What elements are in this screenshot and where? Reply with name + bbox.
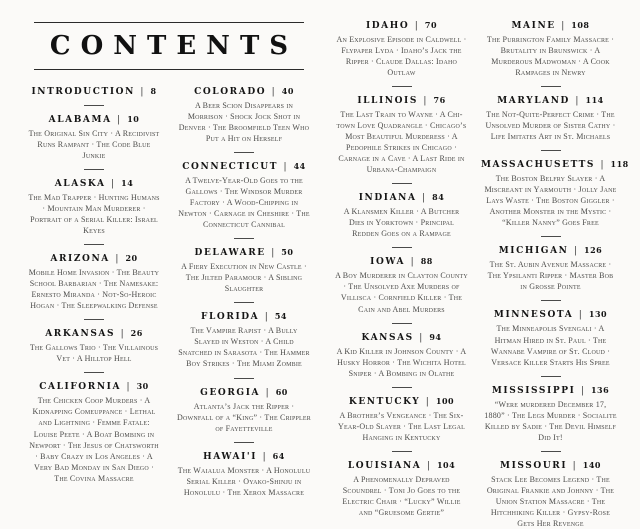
entry-heading bbox=[24, 86, 164, 97]
entry-page-number: 130 bbox=[588, 309, 608, 320]
entry-description: Stack Lee Becomes Legend · The Original Frankie and Johnny · The Union Station Massacre · The Hitchhiking Killer · Gypsy-Rose Gets Her Revenge bbox=[486, 474, 615, 528]
entry-heading bbox=[24, 328, 164, 339]
entry-description: The Minneapolis Svengali · A Hitman Hired in St. Paul · The Wannabe Vampire of St. Cloud · Versace Killer Starts His Spree bbox=[490, 324, 611, 367]
section-divider bbox=[541, 150, 561, 151]
entry-title: INDIANA bbox=[358, 193, 417, 204]
entry-page-number: 60 bbox=[275, 386, 288, 397]
entry-heading bbox=[174, 387, 314, 398]
section-divider bbox=[392, 451, 412, 452]
entry-title: ALABAMA bbox=[48, 115, 112, 125]
entry-separator: | bbox=[422, 460, 436, 471]
entry-separator: | bbox=[135, 87, 150, 97]
entry-page-number: 100 bbox=[435, 395, 455, 406]
entry-description: The Gallows Trio · The Villainous Vet · A Hilltop Hell bbox=[29, 343, 159, 364]
entry-separator: | bbox=[568, 460, 582, 471]
toc-entry bbox=[174, 387, 314, 434]
entry-description: A Twelve-Year-Old Goes to the Gallows · The Windsor Murder Factory · A Wood-Chipping in Newton · Carnage in Cheshire · The Connecticut Cannibal bbox=[178, 176, 310, 230]
entry-separator: | bbox=[421, 396, 435, 407]
entry-heading bbox=[481, 245, 620, 256]
entry-title: MISSISSIPPI bbox=[491, 385, 576, 396]
entry-title: ALASKA bbox=[54, 179, 106, 190]
entry-page-number: 44 bbox=[293, 161, 306, 172]
entry-title: INTRODUCTION bbox=[31, 87, 135, 97]
entry-separator: | bbox=[406, 257, 420, 268]
entry-page-number: 54 bbox=[274, 311, 287, 322]
toc-entry bbox=[174, 161, 314, 230]
section-divider bbox=[234, 152, 254, 153]
entry-page-number: 94 bbox=[429, 331, 442, 342]
entry-page-number: 20 bbox=[125, 253, 138, 264]
section-divider bbox=[392, 323, 412, 324]
toc-entry bbox=[24, 86, 164, 97]
toc-entry bbox=[24, 178, 164, 236]
entry-page-number: 76 bbox=[433, 95, 446, 106]
toc-entry bbox=[24, 253, 164, 311]
entry-title: MICHIGAN bbox=[498, 246, 569, 257]
entry-title: ILLINOIS bbox=[357, 96, 418, 107]
entry-separator: | bbox=[556, 21, 571, 31]
entry-page-number: 10 bbox=[127, 114, 140, 124]
entry-separator: | bbox=[574, 310, 588, 321]
toc-entry bbox=[174, 311, 314, 369]
entry-title: LOUISIANA bbox=[347, 460, 422, 471]
left-page bbox=[0, 0, 320, 497]
title-rule-bottom bbox=[34, 69, 304, 70]
section-divider bbox=[84, 169, 104, 170]
entry-heading bbox=[481, 309, 620, 320]
section-divider bbox=[234, 378, 254, 379]
entry-separator: | bbox=[569, 246, 584, 257]
entry-title: MASSACHUSETTS bbox=[481, 160, 595, 171]
entry-title: COLORADO bbox=[194, 87, 267, 97]
entry-description: The Waialua Monster · A Honolulu Serial Killer · Oyako-Shinju in Honolulu · The Xerox Massacre bbox=[177, 465, 311, 497]
entry-separator: | bbox=[266, 248, 281, 259]
entry-page-number: 126 bbox=[584, 245, 603, 256]
entry-title: DELAWARE bbox=[194, 248, 266, 259]
entry-title: MAINE bbox=[511, 21, 556, 31]
section-divider bbox=[84, 319, 104, 320]
toc-entry bbox=[481, 95, 620, 142]
entry-page-number: 40 bbox=[281, 86, 294, 96]
right-page-columns bbox=[332, 20, 629, 529]
entry-title: ARKANSAS bbox=[45, 329, 116, 340]
entry-heading bbox=[332, 20, 471, 31]
section-divider bbox=[392, 183, 412, 184]
section-divider bbox=[541, 376, 561, 377]
entry-description: An Explosive Episode in Caldwell · Flypaper Lyda · Idaho’s Jack the Ripper · Claude Dallas: Idaho Outlaw bbox=[336, 35, 467, 78]
entry-page-number: 70 bbox=[424, 20, 438, 30]
toc-entry bbox=[174, 247, 314, 294]
entry-page-number: 104 bbox=[436, 459, 456, 470]
entry-title: MARYLAND bbox=[497, 96, 570, 107]
entry-heading bbox=[174, 247, 314, 258]
entry-description: The Not-Quite-Perfect Crime · The Unsolved Murder of Sister Cathy · Life Imitates Art in St. Michaels bbox=[485, 110, 616, 142]
entry-title: MINNESOTA bbox=[493, 310, 574, 321]
toc-column-3 bbox=[332, 20, 471, 529]
entry-page-number: 8 bbox=[150, 86, 157, 96]
toc-entry bbox=[332, 332, 471, 379]
entry-separator: | bbox=[122, 382, 136, 393]
entry-description: A Brother’s Vengeance · The Six-Year-Old Slayer · The Last Legal Hanging in Kentucky bbox=[337, 410, 466, 442]
entry-description: The Chicken Coop Murders · A Kidnapping Comeuppance · Lethal and Lightning · Femme Fatale: Louise Peete · A Boat Bombing in Newport · The Jesus of Chatsworth · Baby Crazy in Los Angeles · A Very Bad Monday in San Diego · The Covina Massacre bbox=[29, 396, 159, 483]
section-divider bbox=[84, 372, 104, 373]
entry-separator: | bbox=[576, 385, 590, 396]
entry-title: IOWA bbox=[370, 257, 406, 268]
entry-heading bbox=[24, 253, 164, 264]
entry-heading bbox=[332, 95, 471, 106]
entry-separator: | bbox=[410, 21, 424, 31]
toc-entry bbox=[332, 460, 471, 518]
entry-page-number: 64 bbox=[272, 450, 285, 461]
entry-title: GEORGIA bbox=[200, 387, 261, 398]
right-page bbox=[320, 0, 640, 528]
entry-separator: | bbox=[570, 96, 585, 107]
entry-description: A Fiery Execution in New Castle · The Jilted Paramour · A Sibling Slaughter bbox=[181, 262, 307, 294]
entry-description: The Last Train to Wayne · A Chi-town Love Quadrangle · Chicago’s Most Beautiful Murderess · A Pedophile Strikes in Chicago · Carnage in a Cave · A Last Ride in Urbana-Champaign bbox=[336, 110, 467, 175]
entry-heading bbox=[24, 178, 164, 189]
entry-description: The Purrington Family Massacre · Brutality in Brunswick · A Murderous Madwoman · A Cook Rampages in Newry bbox=[486, 35, 615, 78]
entry-title: HAWAI'I bbox=[203, 451, 258, 462]
entry-separator: | bbox=[279, 162, 293, 173]
entry-separator: | bbox=[595, 160, 610, 171]
toc-entry bbox=[481, 309, 620, 367]
entry-page-number: 14 bbox=[121, 178, 134, 189]
entry-description: A Klansmen Killer · A Butcher Dies in Yorktown · Principal Redden Goes on a Rampage bbox=[343, 207, 460, 239]
entry-page-number: 136 bbox=[590, 384, 610, 395]
toc-entry bbox=[481, 460, 620, 529]
entry-description: A Beer Scion Disappears in Morrison · Shock Jock Shot in Denver · The Broomfield Teen Who Put a Hit on Herself bbox=[178, 101, 310, 144]
entry-heading bbox=[332, 256, 471, 267]
entry-heading bbox=[174, 86, 314, 97]
entry-description: A Kid Killer in Johnson County · A Husky Horror · The Wichita Hotel Sniper · A Bombing in Olathe bbox=[336, 346, 467, 378]
entry-title: KANSAS bbox=[361, 332, 414, 343]
entry-heading bbox=[481, 460, 620, 471]
entry-description: The Mad Trapper · Hunting Humans · Mountain Man Murderer · Portrait of a Serial Killer: Israel Keyes bbox=[28, 193, 160, 236]
entry-separator: | bbox=[112, 115, 127, 125]
entry-heading bbox=[332, 192, 471, 203]
section-divider bbox=[234, 302, 254, 303]
entry-description: Mobile Home Invasion · The Beauty School Barbarian · The Namesake: Ernesto Miranda · Not-So-Heroic Hogan · The Sleepwalking Defense bbox=[28, 268, 160, 311]
section-divider bbox=[84, 244, 104, 245]
entry-description: The Vampire Rapist · A Bully Slayed in Weston · A Child Snatched in Sarasota · The Hammer Boy Strikes · The Miami Zombie bbox=[178, 326, 310, 369]
entry-page-number: 50 bbox=[281, 247, 294, 258]
entry-title: CALIFORNIA bbox=[39, 382, 122, 393]
toc-entry bbox=[332, 396, 471, 443]
entry-description: A Phenomenally Depraved Scoundrel · Toni Jo Goes to the Electric Chair · “Lucky” Willie and “Gruesome Gertie” bbox=[342, 474, 461, 517]
entry-heading bbox=[481, 20, 620, 31]
section-divider bbox=[541, 300, 561, 301]
entry-page-number: 30 bbox=[136, 381, 149, 392]
toc-entry bbox=[332, 20, 471, 78]
entry-title: ARIZONA bbox=[50, 254, 110, 265]
toc-entry bbox=[332, 95, 471, 175]
entry-separator: | bbox=[258, 451, 272, 462]
entry-page-number: 118 bbox=[610, 159, 629, 170]
entry-separator: | bbox=[106, 179, 121, 190]
entry-page-number: 140 bbox=[582, 459, 601, 470]
entry-title: IDAHO bbox=[365, 21, 410, 31]
entry-heading bbox=[24, 114, 164, 125]
toc-column-2 bbox=[174, 86, 314, 498]
entry-separator: | bbox=[110, 254, 125, 265]
section-divider bbox=[541, 86, 561, 87]
toc-column-4 bbox=[481, 20, 629, 529]
entry-separator: | bbox=[260, 312, 274, 323]
entry-description: Atlanta’s Jack the Ripper · Downfall of a “King” · The Crippler of Fayetteville bbox=[177, 401, 311, 433]
entry-separator: | bbox=[414, 332, 429, 343]
page-title: CONTENTS bbox=[49, 31, 299, 61]
toc-entry bbox=[174, 86, 314, 144]
entry-heading bbox=[174, 161, 314, 172]
section-divider bbox=[392, 86, 412, 87]
entry-heading bbox=[332, 332, 471, 343]
left-page-columns bbox=[24, 86, 314, 498]
toc-entry bbox=[481, 159, 629, 228]
entry-separator: | bbox=[261, 387, 275, 398]
entry-heading bbox=[332, 396, 471, 407]
toc-entry bbox=[481, 245, 620, 292]
section-divider bbox=[392, 387, 412, 388]
entry-description: The Boston Belfry Slayer · A Miscreant in Yarmouth · Jolly Jane Lays Waste · The Boston Giggler · Another Monster in the Mystic · “Killer Nanny” Goes Free bbox=[484, 174, 617, 228]
entry-description: The Original Sin City · A Recidivist Runs Rampant · The Code Blue Junkie bbox=[28, 129, 160, 161]
entry-heading bbox=[174, 311, 314, 322]
entry-heading bbox=[481, 385, 620, 396]
entry-title: MISSOURI bbox=[500, 460, 568, 471]
toc-entry bbox=[24, 381, 164, 483]
section-divider bbox=[541, 236, 561, 237]
entry-separator: | bbox=[267, 87, 281, 97]
toc-entry bbox=[332, 192, 471, 239]
entry-heading bbox=[332, 460, 471, 471]
section-divider bbox=[541, 451, 561, 452]
entry-title: KENTUCKY bbox=[348, 396, 421, 407]
entry-description: “Were murdered December 17, 1880” · The Legs Murder · Socialite Killed by Sadie · The Devil Himself Did It! bbox=[484, 399, 617, 442]
entry-heading bbox=[24, 381, 164, 392]
entry-heading bbox=[481, 95, 620, 106]
entry-separator: | bbox=[418, 96, 433, 107]
entry-page-number: 114 bbox=[585, 95, 604, 106]
entry-page-number: 26 bbox=[130, 328, 143, 339]
entry-title: CONNECTICUT bbox=[182, 162, 278, 173]
contents-header bbox=[34, 22, 304, 70]
section-divider bbox=[392, 247, 412, 248]
entry-heading bbox=[481, 159, 629, 171]
entry-page-number: 108 bbox=[571, 20, 590, 30]
toc-entry bbox=[481, 385, 620, 443]
section-divider bbox=[234, 442, 254, 443]
toc-entry bbox=[332, 256, 471, 314]
entry-separator: | bbox=[417, 193, 432, 204]
section-divider bbox=[84, 105, 104, 106]
section-divider bbox=[234, 238, 254, 239]
toc-entry bbox=[481, 20, 620, 78]
entry-description: A Boy Murderer in Clayton County · The Unsolved Axe Murders of Villisca · Cornfield Killer · The Cain and Abel Murders bbox=[335, 271, 468, 314]
entry-separator: | bbox=[116, 329, 130, 340]
entry-description: The St. Aubin Avenue Massacre · The Ypsilanti Ripper · Master Bob in Grosse Pointe bbox=[487, 260, 614, 292]
toc-column-1 bbox=[24, 86, 164, 498]
entry-heading bbox=[174, 451, 314, 462]
entry-page-number: 88 bbox=[420, 256, 433, 267]
toc-entry bbox=[174, 451, 314, 498]
entry-page-number: 84 bbox=[432, 192, 445, 203]
toc-entry bbox=[24, 328, 164, 364]
toc-entry bbox=[24, 114, 164, 161]
entry-title: FLORIDA bbox=[201, 312, 260, 323]
